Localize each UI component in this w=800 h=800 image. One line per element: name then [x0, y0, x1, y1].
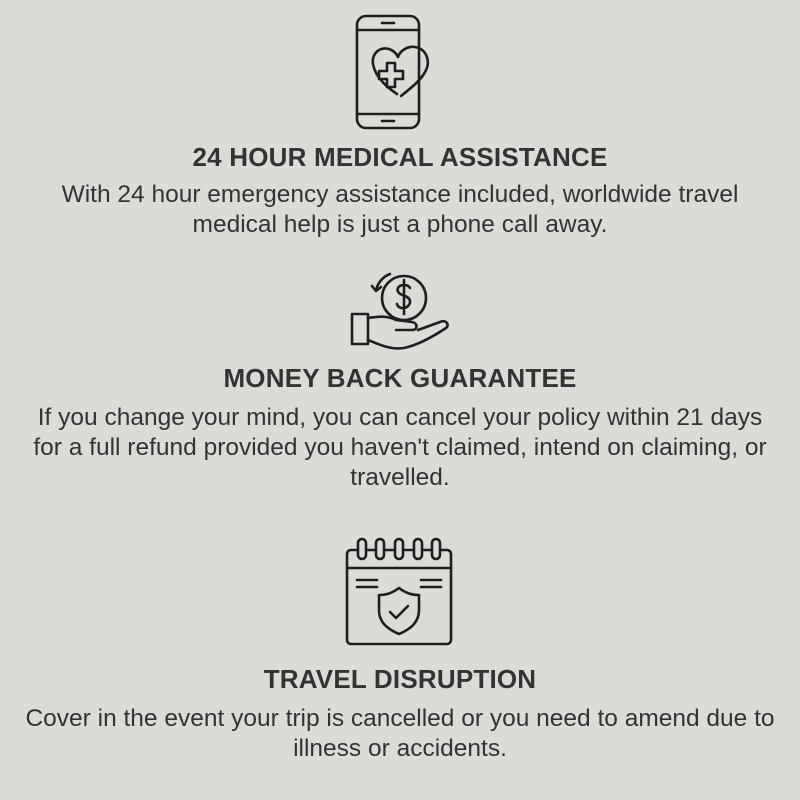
feature-description-money-back: If you change your mind, you can cancel your policy within 21 days for a full refund provided you haven't claimed, intend on claiming, or travelled.: [33, 404, 767, 491]
phone-medical-heart-icon: [0, 14, 800, 132]
feature-title-medical: 24 HOUR MEDICAL ASSISTANCE: [192, 142, 608, 172]
feature-description-travel-disruption: Cover in the event your trip is cancelled or you need to amend due to illness or accidents.: [25, 705, 775, 762]
feature-title-travel-disruption: TRAVEL DISRUPTION: [263, 664, 537, 694]
feature-title-money-back: MONEY BACK GUARANTEE: [223, 363, 577, 393]
calendar-shield-icon: [0, 536, 800, 648]
feature-description-medical: With 24 hour emergency assistance included, worldwide travel medical help is just a phone call away.: [61, 181, 739, 238]
hand-dollar-coin-icon: [0, 270, 800, 356]
